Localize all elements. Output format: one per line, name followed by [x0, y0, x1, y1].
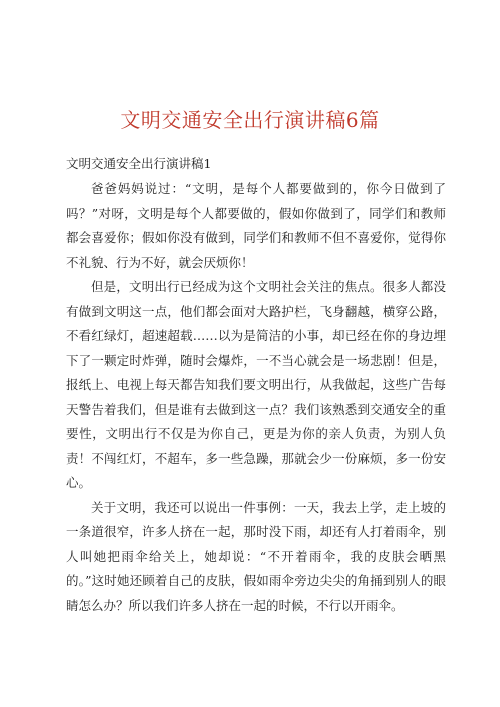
document-body — [66, 177, 446, 618]
document-subtitle: 文明交通安全出行演讲稿1 — [66, 156, 212, 171]
paragraph-1: 爸爸妈妈说过：“文明，是每个人都要做到的，你今日做到了吗？”对呀，文明是每个人都要做的，假如你做到了，同学们和教师都会喜爱你；假如你没有做到，同学们和教师不但不喜爱你，觉得你不礼貌、行为不好，就会厌烦你！ — [66, 181, 446, 270]
paragraph-2: 但是，文明出行已经成为这个文明社会关注的焦点。很多人都没有做到文明这一点，他们都会面对大路护栏，飞身翻越，横穿公路，不看红绿灯，超速超载……以为是简洁的小事，却已经在你的身边埋下了一颗定时炸弹，随时会爆炸，一不当心就会是一场悲剧！但是，报纸上、电视上每天都告知我们要文明出行，从我做起，这些广告每天警告着我们，但是谁有去做到这一点？我们该熟悉到交通安全的重要性，文明出行不仅是为你自己，更是为你的亲人负责，为别人负责！不闯红灯，不超车，多一些急躁，那就会少一份麻烦，多一份安心。 — [66, 279, 446, 490]
paragraph-3: 关于文明，我还可以说出一件事例：一天，我去上学，走上坡的一条道很窄，许多人挤在一起，那时没下雨，却还有人打着雨伞，别人叫她把雨伞给关上，她却说：“不开着雨伞，我的皮肤会晒黑的。”这时她还顾着自己的皮肤，假如雨伞旁边尖尖的角捅到别人的眼睛怎么办？所以我们许多人挤在一起的时候，不行以开雨伞。 — [66, 499, 446, 613]
document-title: 文明交通安全出行演讲稿6篇 — [120, 108, 380, 132]
